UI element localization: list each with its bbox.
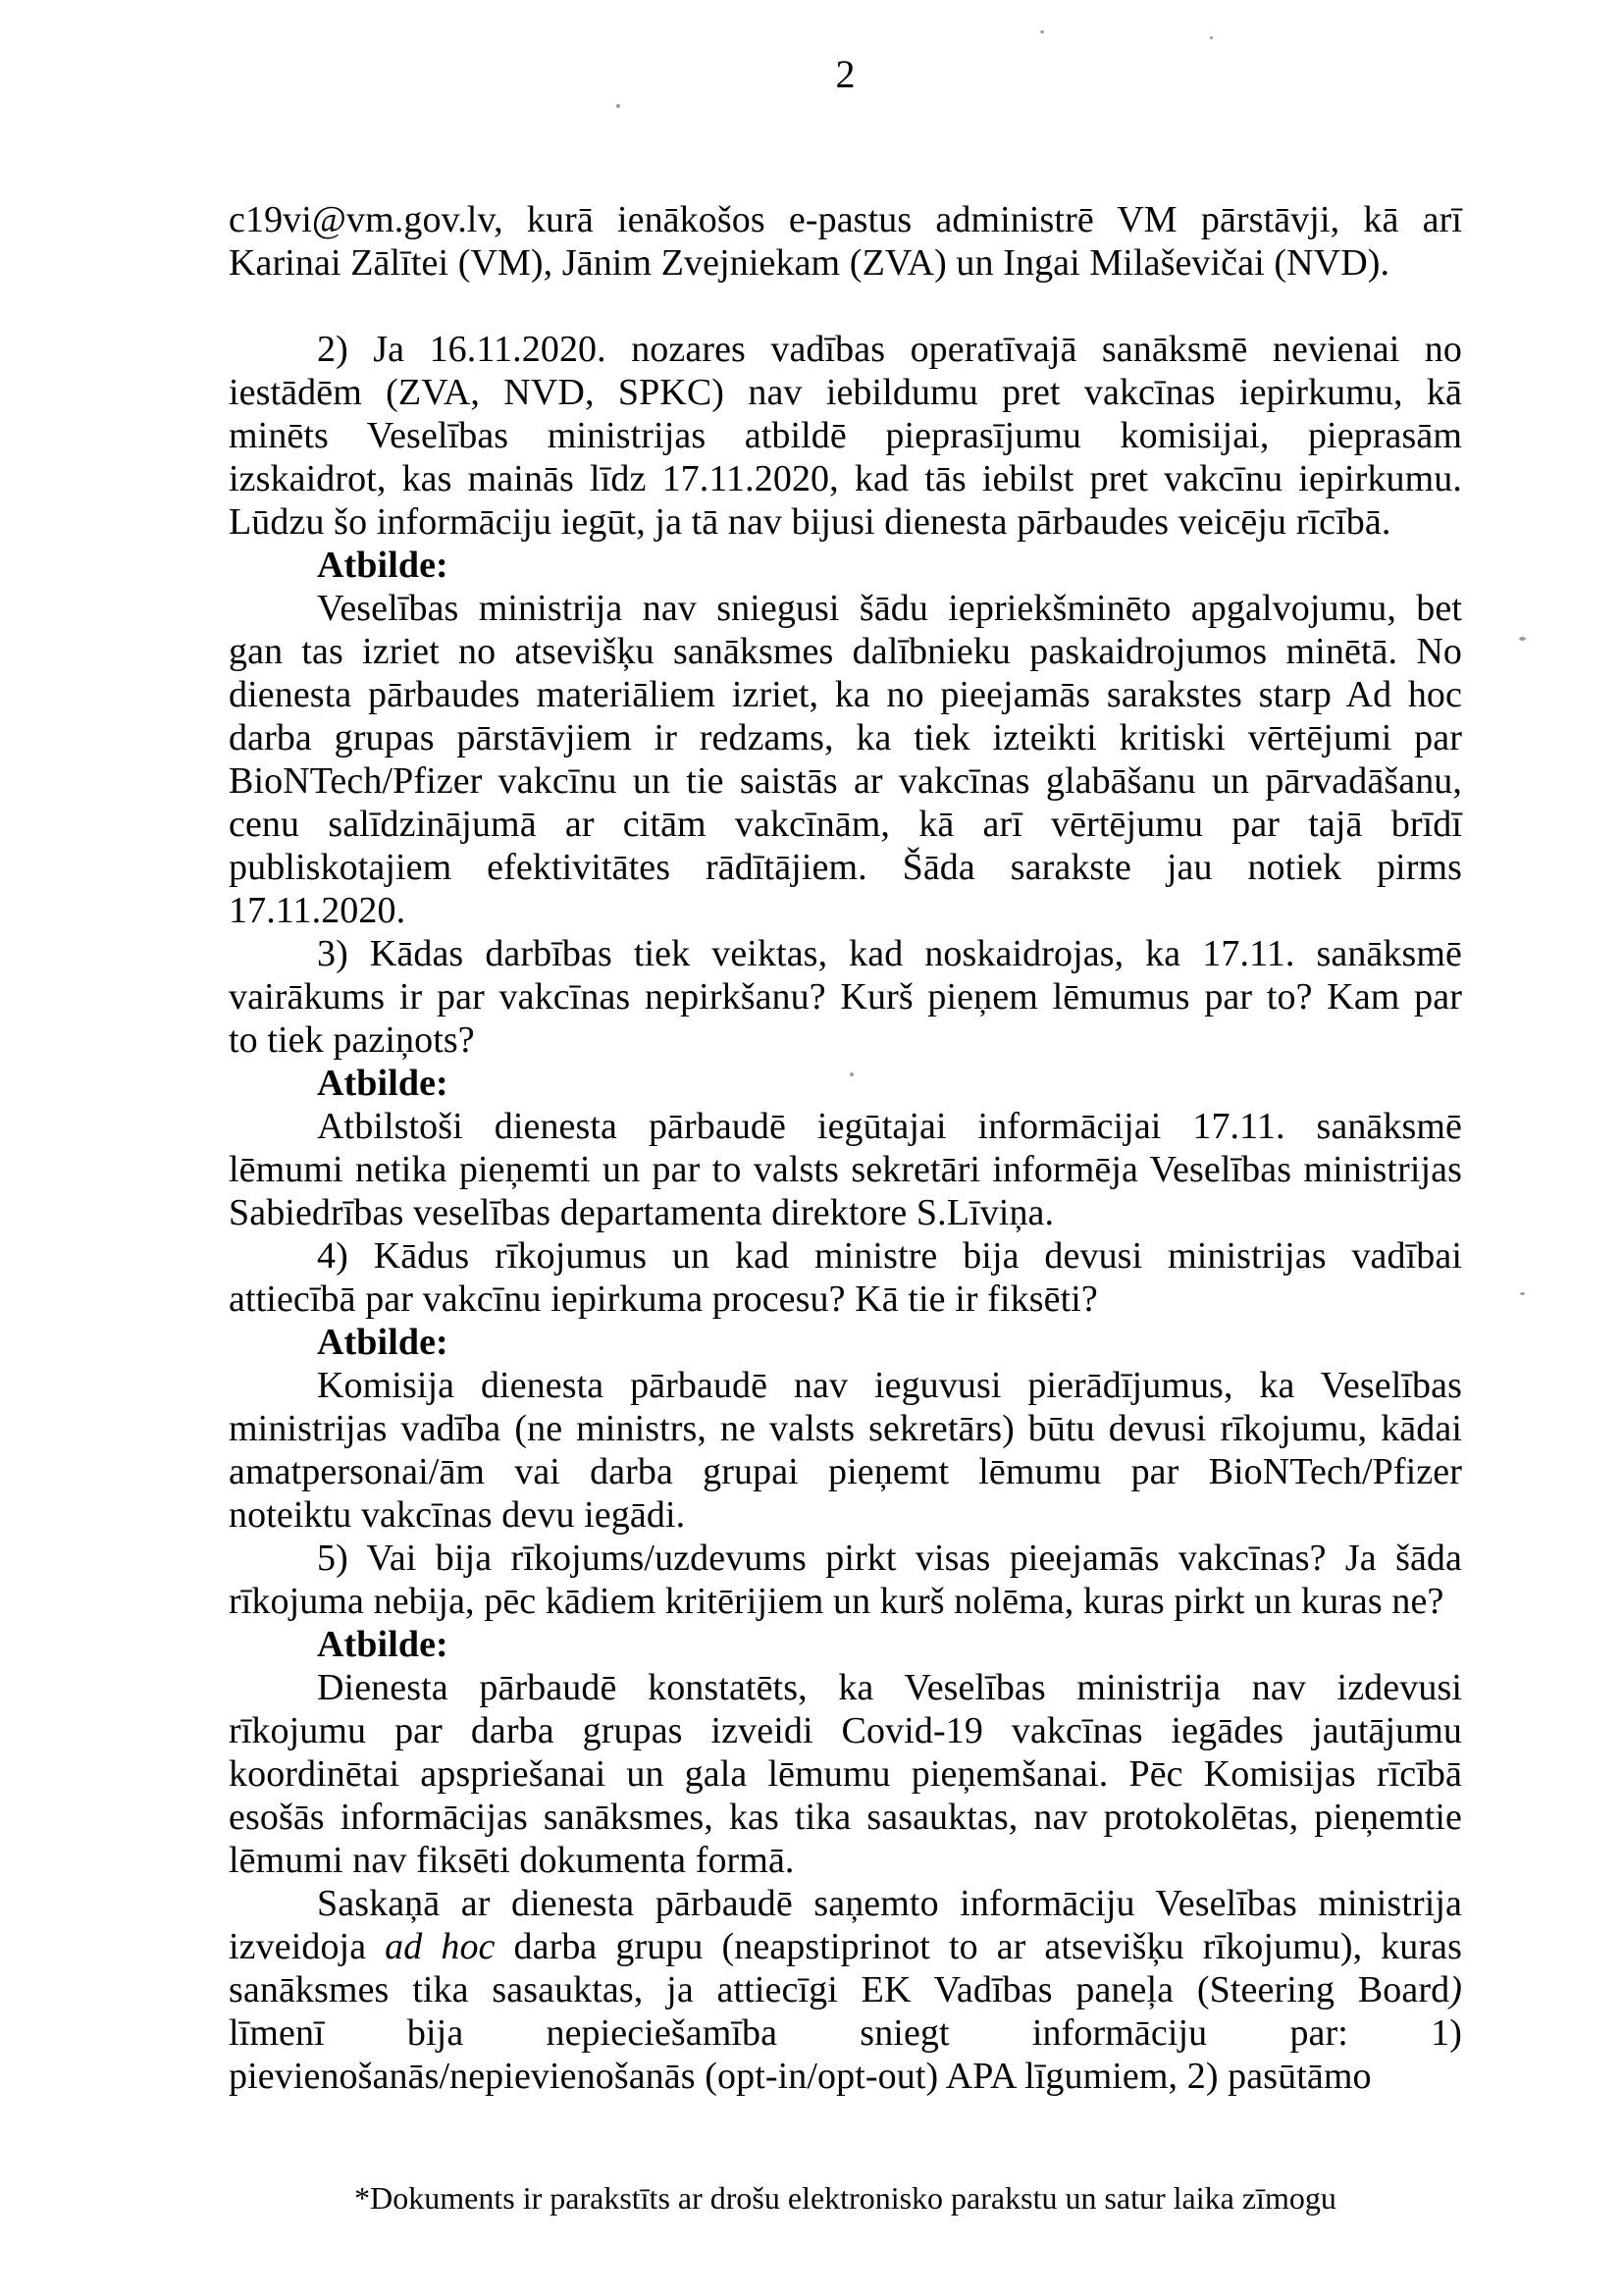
answer-label — [229, 1062, 1462, 1105]
text-line: gan tas izriet no atsevišķu sanāksmes dalībnieku paskaidrojumos minētā. No — [229, 631, 1462, 672]
scan-speck — [1519, 637, 1526, 641]
paragraph — [229, 1364, 1462, 1537]
document-body — [229, 198, 1462, 2098]
answer-label — [229, 1321, 1462, 1364]
text-line: Veselības ministrija nav sniegusi šādu iepriekšminēto apgalvojumu, bet — [317, 588, 1462, 629]
text-line: dienesta pārbaudes materiāliem izriet, ka no pieejamās sarakstes starp Ad hoc — [229, 674, 1462, 715]
text-line: Saskaņā ar dienesta pārbaudē saņemto informāciju Veselības ministrija — [317, 1883, 1462, 1924]
answer-label — [229, 1623, 1462, 1666]
text-line: sanāksmes tika sasauktas, ja attiecīgi EK Vadības paneļa (Steering Board) — [229, 1969, 1462, 2010]
text-line: 17.11.2020. — [229, 890, 406, 931]
paragraph — [229, 1882, 1462, 2098]
text-line: 4) Kādus rīkojumus un kad ministre bija devusi ministrijas vadībai — [317, 1235, 1462, 1277]
text-line: Lūdzu šo informāciju iegūt, ja tā nav bijusi dienesta pārbaudes veicēju rīcībā. — [229, 501, 1391, 543]
text-line: BioNTech/Pfizer vakcīnu un tie saistās ar vakcīnas glabāšanu un pārvadāšanu, — [229, 760, 1462, 802]
scan-speck — [1210, 36, 1213, 39]
paragraph — [229, 328, 1462, 544]
paragraph — [229, 1537, 1462, 1623]
scan-speck — [1040, 30, 1044, 33]
text-line: attiecībā par vakcīnu iepirkuma procesu? Kā tie ir fiksēti? — [229, 1278, 1098, 1320]
text-line: cenu salīdzinājumā ar citām vakcīnām, kā arī vērtējumu par tajā brīdī — [229, 804, 1462, 845]
text-line: līmenī bija nepieciešamība sniegt informāciju par: 1) — [229, 2012, 1462, 2054]
text-line: Atbilde: — [317, 1063, 448, 1104]
text-line: to tiek paziņots? — [229, 1019, 475, 1061]
text-line: koordinētai apspriešanai un gala lēmumu pieņemšanai. Pēc Komisijas rīcībā — [229, 1753, 1462, 1795]
text-line: izveidoja ad hoc darba grupu (neapstiprinot to ar atsevišķu rīkojumu), kuras — [229, 1926, 1462, 1967]
text-line: amatpersonai/ām vai darba grupai pieņemt lēmumu par BioNTech/Pfizer — [229, 1451, 1462, 1492]
answer-label — [229, 544, 1462, 587]
text-line: publiskotajiem efektivitātes rādītājiem. Šāda sarakste jau notiek pirms — [229, 847, 1462, 888]
text-line: lēmumi netika pieņemti un par to valsts sekretāri informēja Veselības ministrijas — [229, 1149, 1462, 1190]
text-line: 5) Vai bija rīkojums/uzdevums pirkt visas pieejamās vakcīnas? Ja šāda — [317, 1538, 1462, 1579]
text-line: Atbilde: — [317, 1624, 448, 1665]
text-line: 3) Kādas darbības tiek veiktas, kad noskaidrojas, ka 17.11. sanāksmē — [317, 933, 1462, 974]
paragraph — [229, 1666, 1462, 1882]
text-line: noteiktu vakcīnas devu iegādi. — [229, 1494, 686, 1536]
paragraph — [229, 932, 1462, 1062]
signature-footnote: *Dokuments ir parakstīts ar drošu elektronisko parakstu un satur laika zīmogu — [354, 2180, 1336, 2216]
paragraph — [229, 198, 1462, 285]
text-line: lēmumi nav fiksēti dokumenta formā. — [229, 1840, 795, 1881]
text-line: rīkojuma nebija, pēc kādiem kritērijiem un kurš nolēma, kuras pirkt un kuras ne? — [229, 1581, 1444, 1622]
text-line: c19vi@vm.gov.lv, kurā ienākošos e-pastus administrē VM pārstāvji, kā arī — [229, 199, 1462, 240]
text-line: Atbilde: — [317, 545, 448, 586]
paragraph — [229, 1105, 1462, 1234]
text-line: esošās informācijas sanāksmes, kas tika sasauktas, nav protokolētas, pieņemtie — [229, 1797, 1462, 1838]
text-line: pievienošanās/nepievienošanās (opt-in/opt-out) APA līgumiem, 2) pasūtāmo — [229, 2056, 1372, 2097]
text-line: vairākums ir par vakcīnas nepirkšanu? Kurš pieņem lēmumus par to? Kam par — [229, 976, 1462, 1018]
text-line: minēts Veselības ministrijas atbildē pieprasījumu komisijai, pieprasām — [229, 415, 1462, 456]
text-line: izskaidrot, kas mainās līdz 17.11.2020, kad tās iebilst pret vakcīnu iepirkumu. — [229, 458, 1462, 499]
text-line: ministrijas vadība (ne ministrs, ne valsts sekretārs) būtu devusi rīkojumu, kādai — [229, 1408, 1462, 1449]
scan-speck — [850, 1072, 854, 1076]
scan-speck — [616, 104, 620, 108]
paragraph — [229, 587, 1462, 932]
text-line: Karinai Zālītei (VM), Jānim Zvejniekam (ZVA) un Ingai Milaševičai (NVD). — [229, 242, 1390, 284]
page-number: 2 — [835, 52, 856, 96]
text-line: iestādēm (ZVA, NVD, SPKC) nav iebildumu pret vakcīnas iepirkumu, kā — [229, 372, 1462, 413]
text-line: darba grupas pārstāvjiem ir redzams, ka tiek izteikti kritiski vērtējumi par — [229, 717, 1462, 758]
paragraph — [229, 1234, 1462, 1321]
scan-speck — [1520, 1292, 1525, 1295]
text-line: 2) Ja 16.11.2020. nozares vadības operatīvajā sanāksmē nevienai no — [317, 329, 1462, 370]
text-line: rīkojumu par darba grupas izveidi Covid-19 vakcīnas iegādes jautājumu — [229, 1710, 1462, 1751]
text-line: Komisija dienesta pārbaudē nav ieguvusi pierādījumus, ka Veselības — [317, 1365, 1462, 1406]
text-line: Sabiedrības veselības departamenta direktore S.Līviņa. — [229, 1192, 1055, 1233]
text-line: Atbilde: — [317, 1322, 448, 1363]
text-line: Atbilstoši dienesta pārbaudē iegūtajai informācijai 17.11. sanāksmē — [317, 1106, 1462, 1147]
text-line: Dienesta pārbaudē konstatēts, ka Veselības ministrija nav izdevusi — [317, 1667, 1462, 1708]
